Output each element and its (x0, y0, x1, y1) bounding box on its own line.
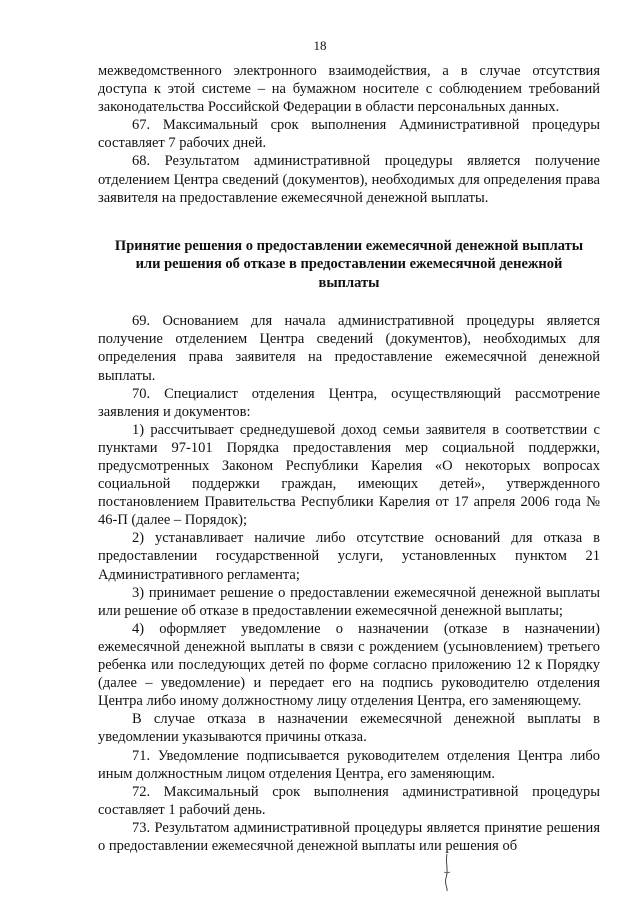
document-body (98, 62, 600, 855)
list-item-2: 2) устанавливает наличие либо отсутствие оснований для отказа в предоставлении государственной услуги, установленных пунктом 21 Административного регламента; (98, 530, 600, 583)
section-heading: Принятие решения о предоставлении ежемесячной денежной выплаты или решения об отказе в предоставлении ежемесячной денежной выплаты (114, 237, 584, 291)
paragraph-71: 71. Уведомление подписывается руководителем отделения Центра либо иным должностным лицом отделения Центра, его заменяющим. (98, 747, 600, 782)
paragraph-refusal-note: В случае отказа в назначении ежемесячной денежной выплаты в уведомлении указываются причины отказа. (98, 711, 600, 746)
paragraph-68: 68. Результатом административной процедуры является получение отделением Центра сведений (документов), необходимых для определения права заявителя на предоставление ежемесячной денежной выплаты. (98, 153, 600, 206)
paragraph-73: 73. Результатом административной процедуры является принятие решения о предоставлении ежемесячной денежной выплаты или решения об (98, 819, 600, 854)
list-item-4: 4) оформляет уведомление о назначении (отказе в назначении) ежемесячной денежной выплаты в связи с рождением (усыновлением) третьего ребенка или последующих детей по форме согласно приложению 12 к Порядку (далее – уведомление) и передает его на подпись руководителю отделения Центра либо иному должностному лицу отделения Центра, его заменяющему. (98, 620, 600, 710)
paragraph-continuation: межведомственного электронного взаимодействия, а в случае отсутствия доступа к этой системе – на бумажном носителе с соблюдением требований законодательства Российской Федерации в области персональных данных. (98, 63, 600, 116)
paragraph-72: 72. Максимальный срок выполнения административной процедуры составляет 1 рабочий день. (98, 783, 600, 818)
pen-mark-decoration (435, 852, 459, 892)
list-item-3: 3) принимает решение о предоставлении ежемесячной денежной выплаты или решение об отказе в предоставлении ежемесячной денежной выплаты; (98, 584, 600, 619)
paragraph-67: 67. Максимальный срок выполнения Административной процедуры составляет 7 рабочих дней. (98, 117, 600, 152)
page-number: 18 (313, 38, 327, 53)
list-item-1: 1) рассчитывает среднедушевой доход семьи заявителя в соответствии с пунктами 97-101 Порядка предоставления мер социальной поддержки, предусмотренных Законом Республики Карелия «О некоторых вопросах социальной поддержки граждан, имеющих детей», утвержденного постановлением Правительства Республики Карелия от 17 апреля 2006 года № 46-П (далее – Порядок); (98, 421, 600, 529)
paragraph-70: 70. Специалист отделения Центра, осуществляющий рассмотрение заявления и документов: (98, 385, 600, 420)
paragraph-69: 69. Основанием для начала административной процедуры является получение отделением Центра сведений (документов), необходимых для определения права заявителя на предоставление ежемесячной денежной выплаты. (98, 313, 600, 384)
